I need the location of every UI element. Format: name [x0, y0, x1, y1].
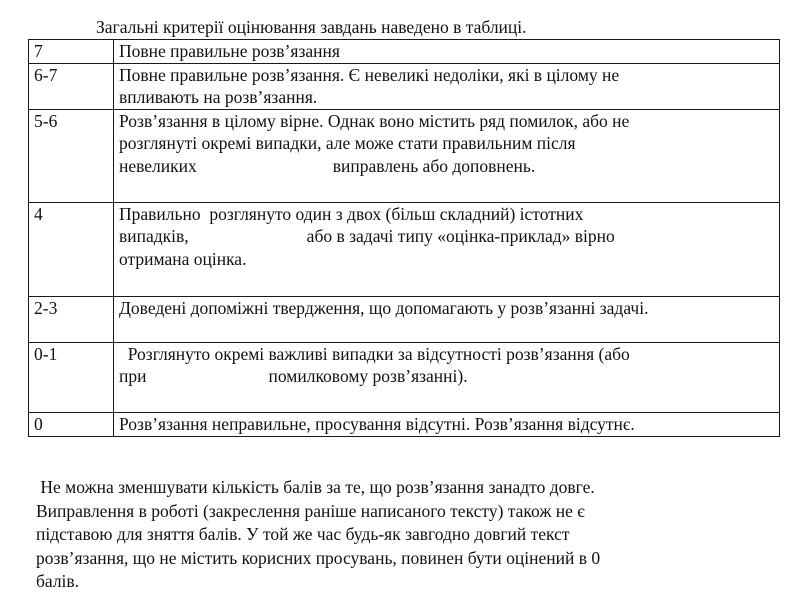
score-cell: 5-6: [29, 109, 114, 202]
table-row: [29, 342, 780, 412]
description-fragment: виправлень або доповнень.: [332, 155, 536, 176]
description-line: Доведені допоміжні твердження, що допомагають у розв’язанні задачі.: [119, 297, 649, 318]
description-cell: [114, 63, 780, 109]
table-row: [29, 109, 780, 202]
score-cell: 0: [29, 412, 114, 436]
notes-line: розв’язання, що не містить корисних просувань, повинен бути оцінений в 0: [36, 547, 601, 568]
description-line: впливають на розв’язання.: [119, 87, 318, 107]
description-fragment: помилковому розв’язанні).: [268, 366, 468, 386]
description-cell: [114, 202, 780, 296]
description-line: [119, 365, 774, 388]
description-cell: [114, 109, 780, 202]
description-fragment: при: [119, 366, 147, 386]
score-cell: 6-7: [29, 63, 114, 109]
description-line: розглянуті окремі випадки, але може стати правильним після: [119, 133, 576, 153]
table-row: [29, 296, 780, 342]
notes-line: Не можна зменшувати кількість балів за те, що розв’язання занадто довге.: [36, 477, 595, 497]
description-line: отримана оцінка.: [119, 248, 247, 269]
grading-notes: [36, 476, 776, 594]
table-row: [29, 202, 780, 296]
notes-line: підставою для зняття балів. У той же час будь-як завгодно довгий текст: [36, 524, 570, 544]
description-cell: [114, 412, 780, 436]
description-fragment: випадків,: [119, 226, 189, 246]
table-row: [29, 40, 780, 64]
description-line: [119, 225, 774, 248]
description-line: Розв’язання в цілому вірне. Однак воно містить ряд помилок, або не: [119, 110, 630, 131]
score-cell: 7: [29, 40, 114, 64]
description-line: Розв’язання неправильне, просування відсутні. Розв’язання відсутнє.: [119, 413, 635, 434]
description-cell: [114, 342, 780, 412]
criteria-table: [28, 39, 780, 437]
description-cell: [114, 296, 780, 342]
score-cell: 4: [29, 202, 114, 296]
description-line: [119, 155, 774, 178]
description-fragment: невеликих: [119, 155, 197, 176]
table-row: [29, 63, 780, 109]
description-cell: [114, 40, 780, 64]
description-fragment: або в задачі типу «оцінка-приклад» вірно: [306, 226, 615, 246]
table-row: [29, 412, 780, 436]
score-cell: 0-1: [29, 342, 114, 412]
table-caption: Загальні критерії оцінювання завдань наведено в таблиці.: [96, 17, 527, 37]
description-line: Правильно розглянуто один з двох (більш складний) істотних: [119, 203, 584, 224]
score-cell: 2-3: [29, 296, 114, 342]
description-line: Повне правильне розв’язання: [119, 41, 340, 61]
description-line: Повне правильне розв’язання. Є невеликі недоліки, які в цілому не: [119, 64, 620, 85]
notes-line: Виправлення в роботі (закреслення раніше написаного тексту) також не є: [36, 500, 585, 521]
notes-line: балів.: [36, 571, 80, 591]
description-line: Розглянуто окремі важливі випадки за відсутності розв’язання (або: [119, 343, 630, 364]
